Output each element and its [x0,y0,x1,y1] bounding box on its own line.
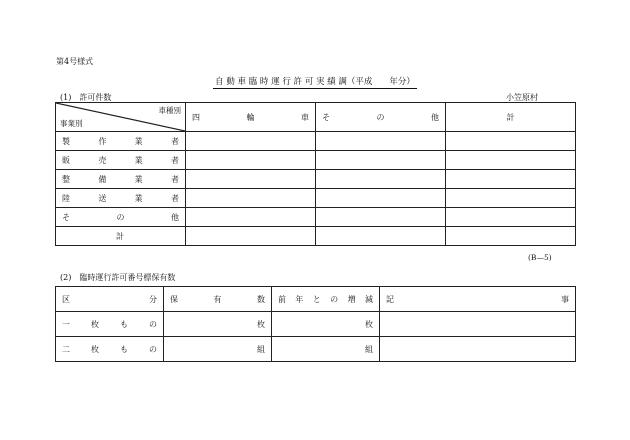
col-header-other: そ の 他 [316,103,446,132]
village-name: 小笠原村 [506,93,538,102]
section2-label: (2) 臨時運行許可番号標保有数 [60,273,176,282]
holdings-cell[interactable]: 枚 [164,312,272,337]
data-cell[interactable] [186,208,316,227]
form-code: (B—5) [528,253,552,262]
vehicle-type-label: 車種別 [158,106,181,115]
row-label-other: そ の 他 [56,208,186,227]
document-title: 自 動 車 臨 時 運 行 許 可 実 績 調（平成 年分） [215,77,415,87]
change-cell[interactable]: 組 [272,337,380,362]
data-cell[interactable] [186,132,316,151]
plate-holdings-table [55,286,576,362]
table-row [56,170,576,189]
col-header-change: 前 年 と の 増 減 [272,287,380,312]
data-cell[interactable] [446,227,576,246]
data-cell[interactable] [186,170,316,189]
data-cell[interactable] [446,170,576,189]
form-number: 第4号様式 [56,57,94,66]
row-label-maintenance: 整 備 業 者 [56,170,186,189]
row-label-transport: 陸 送 業 者 [56,189,186,208]
table-row [56,208,576,227]
change-cell[interactable]: 枚 [272,312,380,337]
remarks-cell[interactable] [380,337,576,362]
row-label-manufacturer: 製 作 業 者 [56,132,186,151]
business-type-label: 事業別 [60,119,83,128]
data-cell[interactable] [316,151,446,170]
row-label-sales: 販 売 業 者 [56,151,186,170]
data-cell[interactable] [316,132,446,151]
permit-count-table [55,102,576,246]
table-row [56,337,576,362]
table-row [56,312,576,337]
diagonal-header-cell [56,103,186,132]
table-row [56,189,576,208]
holdings-cell[interactable]: 組 [164,337,272,362]
col-header-four-wheel: 四 輪 車 [186,103,316,132]
data-cell[interactable] [446,208,576,227]
table-row [56,151,576,170]
row-label-double-plate: 二 枚 も の [56,337,164,362]
remarks-cell[interactable] [380,312,576,337]
data-cell[interactable] [316,189,446,208]
section1-label: (1) 許可件数 [60,93,112,102]
data-cell[interactable] [446,189,576,208]
row-label-total: 計 [56,227,186,246]
col-header-total: 計 [446,103,576,132]
col-header-category: 区 分 [56,287,164,312]
data-cell[interactable] [186,227,316,246]
data-cell[interactable] [316,227,446,246]
col-header-remarks: 記 事 [380,287,576,312]
data-cell[interactable] [446,151,576,170]
table-row [56,132,576,151]
data-cell[interactable] [316,170,446,189]
col-header-holdings: 保 有 数 [164,287,272,312]
table-row [56,227,576,246]
data-cell[interactable] [316,208,446,227]
row-label-single-plate: 一 枚 も の [56,312,164,337]
data-cell[interactable] [446,132,576,151]
data-cell[interactable] [186,151,316,170]
data-cell[interactable] [186,189,316,208]
